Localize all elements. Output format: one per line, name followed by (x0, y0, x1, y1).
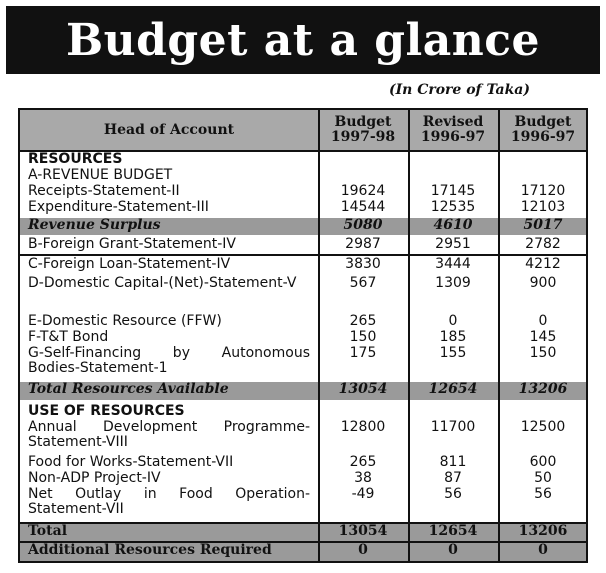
cell-value: 13206 (518, 381, 568, 397)
cell-value: 4610 (433, 217, 473, 233)
cell-value: 900 (529, 275, 557, 291)
cell-value: 12800 (340, 419, 386, 435)
row-label: C-Foreign Loan-Statement-IV (28, 256, 231, 272)
header-head-of-account: Head of Account (103, 121, 235, 138)
table-row (20, 257, 586, 273)
header-year: 1996-97 (420, 129, 486, 145)
page-title: Budget at a glance (65, 14, 541, 66)
cell-value: 265 (349, 313, 377, 329)
table-row-highlight (20, 382, 586, 400)
cell-value: 11700 (430, 419, 476, 435)
cell-value: 2951 (435, 236, 471, 252)
row-label: Non-ADP Project-IV (28, 470, 161, 486)
table-row-highlight (20, 218, 586, 235)
table-row (20, 184, 586, 200)
cell-value: 265 (349, 454, 377, 470)
budget-table (18, 108, 588, 563)
cell-value: 567 (349, 275, 377, 291)
cell-value: 12103 (520, 199, 566, 215)
table-row (20, 487, 586, 519)
row-label: D-Domestic Capital-(Net)-Statement-V (28, 275, 297, 291)
cell-value: 0 (358, 542, 368, 558)
cell-value: 17145 (430, 183, 476, 199)
table-row (20, 330, 586, 346)
unit-note: (In Crore of Taka) (388, 82, 530, 98)
row-label: F-T&T Bond (28, 329, 109, 345)
header-year: 1996-97 (510, 129, 576, 145)
row-label: G-Self-Financing by Autonomous Bodies-Statement-1 (28, 345, 310, 376)
cell-value: 38 (354, 470, 372, 486)
table-row (20, 276, 586, 308)
title-banner (6, 6, 600, 74)
cell-value: 0 (538, 542, 548, 558)
header-budget-1996-97 (500, 110, 586, 150)
row-label: Total Resources Available (28, 381, 229, 397)
row-label: Additional Resources Required (28, 542, 272, 558)
table-row (20, 471, 586, 487)
table-row (20, 404, 586, 420)
row-label: Annual Development Programme-Statement-VIII (28, 419, 310, 450)
table-row (20, 237, 586, 253)
cell-value: 12654 (428, 523, 478, 539)
row-label: Net Outlay in Food Operation-Statement-VII (28, 486, 310, 517)
header-label: Budget (334, 114, 392, 130)
row-label: RESOURCES (28, 151, 123, 167)
cell-value: 13054 (338, 381, 388, 397)
cell-value: 811 (439, 454, 467, 470)
cell-value: 14544 (340, 199, 386, 215)
cell-value: 17120 (520, 183, 566, 199)
row-label: Food for Works-Statement-VII (28, 454, 234, 470)
cell-value: 3444 (435, 256, 471, 272)
table-row (20, 420, 586, 452)
cell-value: 0 (448, 313, 458, 329)
row-label: Expenditure-Statement-III (28, 199, 209, 215)
header-label: Revised (422, 114, 484, 130)
cell-value: 600 (529, 454, 557, 470)
cell-value: 12654 (428, 381, 478, 397)
table-row-total (20, 543, 586, 561)
header-label: Budget (514, 114, 572, 130)
table-row-total (20, 524, 586, 541)
header-budget-1997-98 (320, 110, 406, 150)
cell-value: 50 (534, 470, 552, 486)
cell-value: 5017 (523, 217, 563, 233)
table-row (20, 455, 586, 471)
header-year: 1997-98 (330, 129, 396, 145)
cell-value: 56 (534, 486, 552, 502)
cell-value: 13206 (518, 523, 568, 539)
column-divider (498, 110, 500, 561)
cell-value: 56 (444, 486, 462, 502)
cell-value: 0 (538, 313, 548, 329)
row-label: USE OF RESOURCES (28, 403, 185, 419)
row-label: Total (28, 523, 68, 539)
cell-value: 175 (349, 345, 377, 361)
cell-value: 2987 (345, 236, 381, 252)
cell-value: 4212 (525, 256, 561, 272)
row-label: Receipts-Statement-II (28, 183, 180, 199)
row-label: A-REVENUE BUDGET (28, 167, 173, 183)
table-header-row (20, 110, 586, 152)
table-row (20, 346, 586, 378)
cell-value: 155 (439, 345, 467, 361)
table-row (20, 314, 586, 330)
cell-value: -49 (351, 486, 375, 502)
row-label: Revenue Surplus (28, 217, 161, 233)
cell-value: 2782 (525, 236, 561, 252)
cell-value: 5080 (343, 217, 383, 233)
table-row (20, 152, 586, 168)
cell-value: 12535 (430, 199, 476, 215)
cell-value: 150 (349, 329, 377, 345)
row-label: E-Domestic Resource (FFW) (28, 313, 222, 329)
cell-value: 0 (448, 542, 458, 558)
table-row (20, 168, 586, 184)
cell-value: 12500 (520, 419, 566, 435)
cell-value: 145 (529, 329, 557, 345)
row-label: B-Foreign Grant-Statement-IV (28, 236, 236, 252)
cell-value: 87 (444, 470, 462, 486)
header-revised-1996-97 (410, 110, 496, 150)
table-row (20, 200, 586, 216)
cell-value: 13054 (338, 523, 388, 539)
column-divider (318, 110, 320, 561)
cell-value: 3830 (345, 256, 381, 272)
column-divider (408, 110, 410, 561)
cell-value: 19624 (340, 183, 386, 199)
cell-value: 1309 (435, 275, 471, 291)
cell-value: 185 (439, 329, 467, 345)
cell-value: 150 (529, 345, 557, 361)
